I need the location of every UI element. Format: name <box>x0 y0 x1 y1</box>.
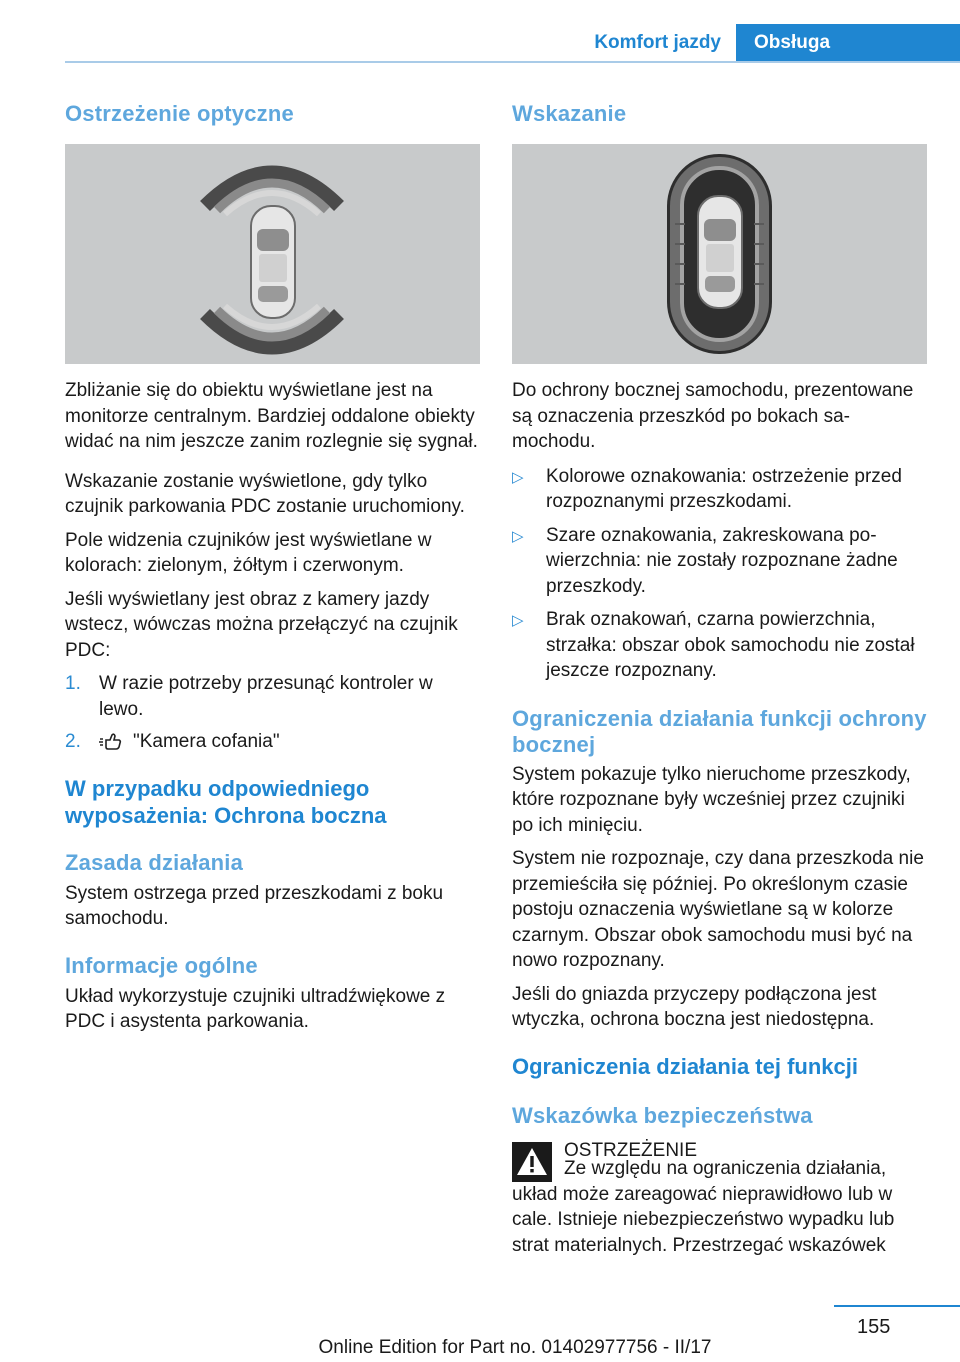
bullet-text: Brak oznakowań, czarna powierzchnia, strzałka: obszar obok samochodu nie został jeszcze rozpoznany. <box>546 609 915 681</box>
bullet-triangle-icon: ▷ <box>512 468 524 486</box>
bullet-triangle-icon: ▷ <box>512 527 524 545</box>
header-tab-title: Obsługa <box>736 24 960 62</box>
paragraph-display-intro: Do ochrony bocznej samochodu, prezentowane są oznaczenia przeszkód po bokach samochodu. <box>512 380 914 452</box>
paragraph-pdc-activated: Wskazanie zostanie wyświetlone, gdy tylko czujnik parkowania PDC zostanie uruchomiony. <box>65 470 465 517</box>
step-number: 1. <box>65 673 81 694</box>
header-section-title: Komfort jazdy <box>594 32 721 53</box>
heading-principle: Zasada działania <box>65 849 244 875</box>
warning-title: OSTRZEŻENIE <box>564 1139 698 1161</box>
heading-limits-side-protection: Ograniczenia działania funkcji ochrony bocznej <box>512 705 927 757</box>
paragraph-approach: Zbliżanie się do obiektu wyświetlane jest na monitorze centralnym. Bardziej oddalone obiekty widać na nim jeszcze zanim rozlegnie się sygnał. <box>65 380 478 452</box>
bullet-text: Kolorowe oznakowania: ostrzeżenie przed rozpoznanymi przeszkodami. <box>546 465 902 512</box>
side-protection-display-image <box>512 144 927 364</box>
camera-pdc-icon <box>99 731 123 753</box>
bullet-triangle-icon: ▷ <box>512 612 524 629</box>
list-item <box>65 671 480 722</box>
warning-triangle-icon <box>512 1142 552 1182</box>
paragraph-limits-2: System nie rozpoznaje, czy dana przeszkoda nie przemieściła się później. Po określonym czasie postoju oznaczenia wyświetlane są w kolorze czarnym. Obszar obok samochodu musi być na nowo rozpoznany. <box>512 848 924 971</box>
step-number: 2. <box>65 731 81 752</box>
edition-note: Online Edition for Part no. 01402977756 - II/17 <box>318 1337 712 1358</box>
heading-limits-function: Ograniczenia działania tej funkcji <box>512 1053 858 1079</box>
paragraph-general-info: Układ wykorzystuje czujniki ultradźwiękowe z PDC i asystenta parkowania. <box>65 985 446 1032</box>
paragraph-limits-3: Jeśli do gniazda przyczepy podłączona jest wtyczka, ochrona boczna jest niedostępna. <box>512 983 877 1030</box>
warning-text: Ze względu na ograniczenia działania, układ może zareagować nieprawidłowo lub w cale. Istnieje niebezpieczeństwo wypadku lub strat materialnych. Przestrzegać wskazówek <box>512 1158 895 1256</box>
right-column <box>512 100 927 1258</box>
heading-display: Wskazanie <box>512 101 627 126</box>
header-divider <box>65 61 960 63</box>
heading-optical-warning: Ostrzeżenie optyczne <box>65 101 294 126</box>
list-item <box>512 607 927 684</box>
list-item <box>512 464 927 515</box>
step-text: "Kamera cofania" <box>133 731 280 752</box>
paragraph-camera-switch: Jeśli wyświetlany jest obraz z kamery jazdy wstecz, wówczas można przełączyć na czujnik PDC: <box>65 588 458 661</box>
heading-side-protection: W przypadku odpowiedniego wyposażenia: Ochrona boczna <box>65 775 387 828</box>
page-number: 155 <box>857 1316 891 1338</box>
left-column <box>65 100 480 1035</box>
bullet-text: Szare oznakowania, zakreskowana powierzchnia: nie zostały rozpoznane żadne przeszkody. <box>546 524 898 597</box>
paragraph-principle: System ostrzega przed przeszkodami z boku samochodu. <box>65 882 444 929</box>
list-item <box>512 523 927 600</box>
footer-divider <box>834 1305 960 1307</box>
list-item <box>65 729 480 755</box>
heading-safety-note: Wskazówka bezpieczeństwa <box>512 1102 813 1128</box>
paragraph-limits-1: System pokazuje tylko nieruchome przeszkody, które rozpoznane były wcześniej przez czujniki po ich minięciu. <box>512 763 911 836</box>
paragraph-colors: Pole widzenia czujników jest wyświetlane w kolorach: zielonym, żółtym i czerwonym. <box>65 529 432 576</box>
pdc-display-image <box>65 144 480 364</box>
heading-general-info: Informacje ogólne <box>65 952 258 978</box>
step-text: W razie potrzeby przesunąć kontroler w lewo. <box>99 673 433 720</box>
